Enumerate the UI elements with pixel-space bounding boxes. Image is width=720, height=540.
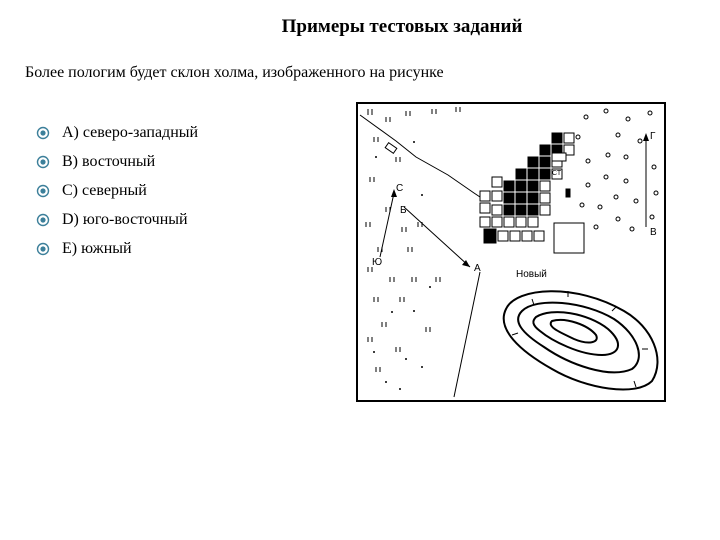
answer-label: B) восточный (62, 152, 156, 170)
topographic-map (356, 97, 668, 403)
map-label-g: Г (650, 131, 656, 142)
slide-title: Примеры тестовых заданий (281, 16, 523, 37)
circle-bullet-icon (36, 155, 50, 169)
map-label-v: В (650, 227, 657, 238)
answer-options (36, 118, 198, 263)
map-label-st: СТ (552, 170, 562, 177)
map-label-village: Новый (516, 269, 547, 280)
answer-label: E) южный (62, 239, 132, 257)
answer-option-e[interactable] (36, 234, 198, 263)
map-label-a: А (474, 263, 481, 274)
answer-label: D) юго-восточный (62, 210, 188, 228)
question-text: Более пологим будет склон холма, изображенного на рисунке (25, 64, 444, 81)
map-label-b: Б (400, 205, 407, 216)
circle-bullet-icon (36, 184, 50, 198)
answer-option-b[interactable] (36, 147, 198, 176)
circle-bullet-icon (36, 213, 50, 227)
map-label-yu: Ю (372, 257, 383, 268)
answer-option-c[interactable] (36, 176, 198, 205)
answer-option-d[interactable] (36, 205, 198, 234)
answer-label: A) северо-западный (62, 123, 199, 141)
answer-label: C) северный (62, 181, 147, 199)
answer-option-a[interactable] (36, 118, 198, 147)
map-label-s: С (396, 183, 404, 194)
circle-bullet-icon (36, 126, 50, 140)
circle-bullet-icon (36, 242, 50, 256)
map-frame (357, 103, 665, 401)
